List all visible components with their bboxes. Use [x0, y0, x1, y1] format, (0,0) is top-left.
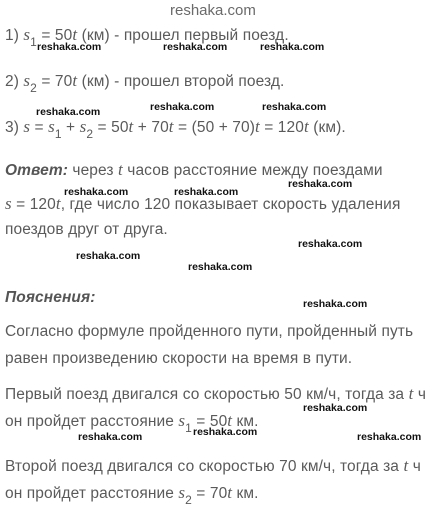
step-1-t: t: [72, 25, 78, 44]
explanation-p3-line-2-unit: км.: [236, 485, 259, 502]
step-3-t3: t: [254, 117, 260, 136]
explanation-p3-line-1-post: ч: [412, 458, 421, 475]
watermark: reshaka.com: [188, 261, 253, 273]
explanation-p2-line-1-t: t: [408, 384, 414, 403]
explanation-p1-line-2: равен произведению скорости на время в пути.: [5, 350, 353, 367]
watermark-top: reshaka.com: [170, 2, 256, 19]
watermark: reshaka.com: [37, 41, 102, 53]
explanation-p3-line-2: [5, 483, 259, 507]
step-3-eq2: = 50: [97, 119, 129, 136]
explanation-p2-line-2-unit: км.: [236, 413, 259, 430]
watermark: reshaka.com: [174, 186, 239, 198]
explanation-p3-line-2-eq: = 70: [196, 485, 228, 502]
step-3-t4: t: [303, 117, 309, 136]
answer-line-2-eq: = 120: [16, 196, 56, 213]
step-3-p3: = 120: [264, 119, 304, 136]
watermark: reshaka.com: [303, 402, 368, 414]
step-3-p1: + 70: [137, 119, 169, 136]
explanation-p3-line-2-var: s: [178, 483, 186, 502]
explanation-p2-line-2-var: s: [178, 411, 186, 430]
explanation-p3-line-1-pre: Второй поезд двигался со скоростью 70 км/ч, тогда за: [5, 458, 400, 475]
step-3-sub1: 1: [54, 127, 62, 141]
watermark: reshaka.com: [78, 431, 143, 443]
watermark: reshaka.com: [298, 238, 363, 250]
watermark: reshaka.com: [288, 178, 353, 190]
step-1-var: s: [23, 25, 31, 44]
watermark: reshaka.com: [163, 41, 228, 53]
step-3-plus: +: [66, 119, 76, 136]
step-2-var: s: [23, 71, 31, 90]
step-3-t1: t: [128, 117, 134, 136]
explanation-p2-line-1-pre: Первый поезд двигался со скоростью 50 км/ч, тогда за: [5, 386, 405, 403]
explanation-p2-line-2-pre: он пройдет расстояние: [5, 413, 174, 430]
watermark: reshaka.com: [303, 298, 368, 310]
explanation-p2-line-2-eq: = 50: [196, 413, 228, 430]
answer-line-3: поездов друг от друга.: [5, 221, 168, 238]
step-3-var1: s: [48, 117, 55, 136]
step-3-p2: = (50 + 70): [178, 119, 255, 136]
explanation-label-line: [5, 289, 95, 307]
explanation-p1-line-1: Согласно формуле пройденного пути, пройденный путь: [5, 323, 414, 340]
watermark: reshaka.com: [193, 426, 258, 438]
answer-label: Ответ:: [5, 162, 68, 179]
step-3: [5, 117, 346, 141]
watermark: reshaka.com: [64, 186, 129, 198]
step-3-t2: t: [168, 117, 174, 136]
answer-line-1-t: t: [118, 160, 123, 179]
explanation-p2-line-1-post: ч: [417, 386, 427, 403]
answer-line-2-post: , где число 120 показывает скорость удаления: [60, 196, 401, 213]
answer-line-1-pre: через: [72, 162, 114, 179]
step-2-sub: 2: [30, 81, 37, 95]
step-2-number: 2): [5, 73, 19, 90]
watermark: reshaka.com: [76, 250, 141, 262]
explanation-label: Пояснения:: [5, 289, 96, 306]
step-3-unit: (км).: [313, 119, 346, 136]
watermark: reshaka.com: [260, 41, 325, 53]
step-1-number: 1): [5, 27, 19, 44]
step-3-sub2: 2: [86, 127, 94, 141]
explanation-p2-line-2-sub: 1: [185, 421, 192, 435]
step-2-t: t: [72, 71, 78, 90]
answer-line-2-var: s: [5, 194, 12, 213]
explanation-p2-line-2-t: t: [227, 411, 233, 430]
explanation-p3-line-1: [5, 457, 421, 476]
explanation-p3-line-2-sub: 2: [185, 493, 192, 507]
explanation-p3-line-1-t: t: [403, 456, 409, 475]
step-1-eq: = 50: [41, 27, 73, 44]
step-3-var: s: [23, 117, 31, 136]
explanation-p3-line-2-pre: он пройдет расстояние: [5, 485, 174, 502]
step-3-eq1: =: [34, 119, 44, 136]
answer-line-2-t: t: [55, 194, 61, 213]
step-1-rest: (км) - прошел первый поезд.: [81, 27, 289, 44]
step-2: [5, 71, 285, 95]
watermark: reshaka.com: [150, 101, 215, 113]
step-3-number: 3): [5, 119, 19, 136]
step-2-rest: (км) - прошел второй поезд.: [81, 73, 285, 90]
step-2-eq: = 70: [41, 73, 73, 90]
watermark: reshaka.com: [36, 106, 101, 118]
watermark: reshaka.com: [357, 431, 422, 443]
step-1-sub: 1: [30, 35, 37, 49]
explanation-p3-line-2-t: t: [227, 483, 233, 502]
answer-line-1-post: часов расстояние между поездами: [127, 162, 383, 179]
step-3-var2: s: [79, 117, 87, 136]
watermark: reshaka.com: [262, 101, 327, 113]
